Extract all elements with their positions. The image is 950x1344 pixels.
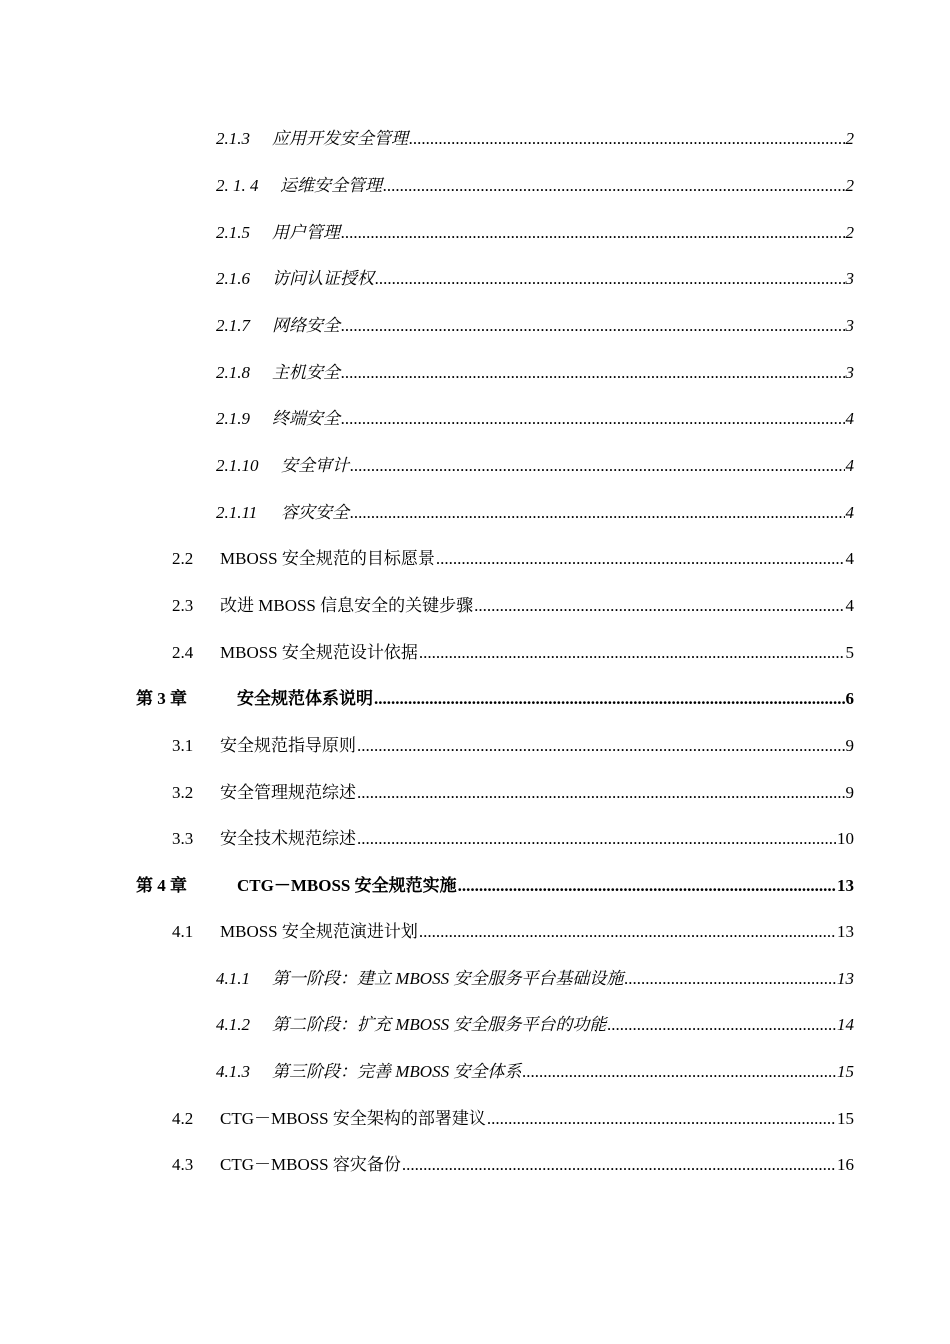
toc-entry-page: 15 bbox=[837, 1062, 854, 1081]
toc-entry-page: 13 bbox=[837, 922, 854, 941]
toc-entry-number: 2.1.10 bbox=[216, 456, 259, 475]
toc-entry[interactable] bbox=[216, 455, 854, 477]
toc-entry-page: 4 bbox=[845, 549, 854, 568]
toc-entry-title: CTG－MBOSS 安全架构的部署建议 bbox=[220, 1109, 486, 1128]
toc-leader-dots bbox=[474, 595, 844, 617]
toc-entry[interactable] bbox=[216, 222, 854, 244]
toc-entry[interactable] bbox=[172, 642, 854, 664]
toc-leader-dots bbox=[458, 875, 836, 897]
toc-entry-number: 2. 1. 4 bbox=[216, 176, 259, 195]
toc-chapter-page: 13 bbox=[837, 876, 854, 895]
toc-entry-number: 2.1.8 bbox=[216, 363, 250, 382]
toc-entry-number: 2.1.7 bbox=[216, 316, 250, 335]
toc-leader-dots bbox=[341, 315, 845, 337]
toc-leader-dots bbox=[375, 268, 845, 290]
toc-leader-dots bbox=[374, 688, 845, 710]
toc-entry-page: 4 bbox=[845, 409, 854, 428]
toc-entry[interactable] bbox=[216, 502, 854, 524]
toc-entry-title: 安全规范指导原则 bbox=[220, 736, 356, 755]
toc-entry-title: CTG－MBOSS 容灾备份 bbox=[220, 1155, 401, 1174]
toc-entry-title: 网络安全 bbox=[272, 316, 340, 335]
toc-entry-number: 4.2 bbox=[172, 1109, 194, 1128]
toc-entry-page: 4 bbox=[845, 596, 854, 615]
toc-entry-title: 主机安全 bbox=[272, 363, 340, 382]
toc-entry-page: 13 bbox=[837, 969, 854, 988]
toc-entry-title: 运维安全管理 bbox=[280, 176, 382, 195]
toc-entry-title: 应用开发安全管理 bbox=[272, 129, 408, 148]
toc-entry[interactable] bbox=[172, 828, 854, 850]
toc-leader-dots bbox=[402, 1154, 836, 1176]
toc-leader-dots bbox=[341, 408, 845, 430]
toc-leader-dots bbox=[383, 175, 845, 197]
toc-entry-number: 4.1.3 bbox=[216, 1062, 250, 1081]
toc-chapter-number: 第 4 章 bbox=[136, 876, 187, 895]
toc-leader-dots bbox=[487, 1108, 836, 1130]
toc-entry-title: MBOSS 安全规范演进计划 bbox=[220, 922, 418, 941]
toc-entry[interactable] bbox=[216, 175, 854, 197]
toc-entry-title: 第一阶段：建立 MBOSS 安全服务平台基础设施 bbox=[272, 969, 624, 988]
toc-entry-number: 2.1.11 bbox=[216, 503, 258, 522]
toc-entry-number: 2.2 bbox=[172, 549, 194, 568]
toc-entry[interactable] bbox=[172, 548, 854, 570]
toc-entry-page: 16 bbox=[837, 1155, 854, 1174]
toc-entry[interactable] bbox=[216, 362, 854, 384]
toc-leader-dots bbox=[357, 735, 845, 757]
toc-entry[interactable] bbox=[216, 968, 854, 990]
toc-entry-number: 4.1.2 bbox=[216, 1015, 250, 1034]
toc-entry-title: MBOSS 安全规范设计依据 bbox=[220, 643, 418, 662]
toc-entry-title: 用户管理 bbox=[272, 223, 340, 242]
toc-entry-title: 安全审计 bbox=[281, 456, 349, 475]
toc-entry-page: 9 bbox=[845, 736, 854, 755]
toc-entry-title: 第二阶段：扩充 MBOSS 安全服务平台的功能 bbox=[272, 1015, 607, 1034]
toc-entry[interactable] bbox=[216, 1014, 854, 1036]
toc-entry-title: 改进 MBOSS 信息安全的关键步骤 bbox=[220, 596, 474, 615]
toc-entry-number: 4.1.1 bbox=[216, 969, 250, 988]
toc-chapter-entry[interactable] bbox=[136, 688, 854, 710]
toc-leader-dots bbox=[341, 222, 845, 244]
toc-leader-dots bbox=[409, 128, 845, 150]
toc-entry-number: 2.4 bbox=[172, 643, 194, 662]
toc-entry-number: 2.1.3 bbox=[216, 129, 250, 148]
toc-entry-page: 2 bbox=[845, 129, 854, 148]
toc-entry-page: 5 bbox=[845, 643, 854, 662]
toc-entry-number: 2.1.9 bbox=[216, 409, 250, 428]
toc-entry-number: 3.2 bbox=[172, 783, 194, 802]
toc-entry-title: 访问认证授权 bbox=[272, 269, 374, 288]
toc-entry-title: 第三阶段：完善 MBOSS 安全体系 bbox=[272, 1062, 522, 1081]
toc-chapter-title: 安全规范体系说明 bbox=[237, 689, 373, 708]
toc-leader-dots bbox=[350, 502, 845, 524]
toc-entry-title: 安全技术规范综述 bbox=[220, 829, 356, 848]
toc-leader-dots bbox=[419, 921, 836, 943]
toc-entry-page: 9 bbox=[845, 783, 854, 802]
toc-entry-number: 2.1.6 bbox=[216, 269, 250, 288]
toc-chapter-number: 第 3 章 bbox=[136, 689, 187, 708]
toc-chapter-title: CTG－MBOSS 安全规范实施 bbox=[237, 876, 457, 895]
toc-leader-dots bbox=[350, 455, 845, 477]
toc-entry[interactable] bbox=[172, 595, 854, 617]
toc-entry-title: 安全管理规范综述 bbox=[220, 783, 356, 802]
toc-entry-page: 3 bbox=[845, 316, 854, 335]
toc-leader-dots bbox=[436, 548, 845, 570]
toc-entry-number: 3.3 bbox=[172, 829, 194, 848]
toc-entry[interactable] bbox=[216, 128, 854, 150]
toc-entry-number: 4.3 bbox=[172, 1155, 194, 1174]
toc-entry-number: 2.3 bbox=[172, 596, 194, 615]
toc-leader-dots bbox=[522, 1061, 836, 1083]
toc-entry-page: 10 bbox=[837, 829, 854, 848]
toc-entry-page: 4 bbox=[845, 503, 854, 522]
toc-entry-page: 2 bbox=[845, 223, 854, 242]
toc-chapter-entry[interactable] bbox=[136, 875, 854, 897]
toc-entry-page: 14 bbox=[837, 1015, 854, 1034]
toc-entry[interactable] bbox=[216, 268, 854, 290]
toc-leader-dots bbox=[624, 968, 836, 990]
toc-entry-title: MBOSS 安全规范的目标愿景 bbox=[220, 549, 435, 568]
toc-entry[interactable] bbox=[172, 1154, 854, 1176]
toc-leader-dots bbox=[607, 1014, 836, 1036]
toc-entry-title: 容灾安全 bbox=[281, 503, 349, 522]
toc-entry[interactable] bbox=[172, 735, 854, 757]
toc-entry-number: 2.1.5 bbox=[216, 223, 250, 242]
toc-entry-title: 终端安全 bbox=[272, 409, 340, 428]
toc-entry[interactable] bbox=[172, 921, 854, 943]
toc-entry-page: 3 bbox=[845, 269, 854, 288]
toc-leader-dots bbox=[357, 782, 845, 804]
toc-leader-dots bbox=[357, 828, 836, 850]
toc-entry-number: 4.1 bbox=[172, 922, 194, 941]
toc-entry[interactable] bbox=[216, 408, 854, 430]
toc-entry-page: 4 bbox=[845, 456, 854, 475]
toc-entry-number: 3.1 bbox=[172, 736, 194, 755]
toc-entry[interactable] bbox=[172, 1108, 854, 1130]
toc-entry-page: 15 bbox=[837, 1109, 854, 1128]
toc-entry[interactable] bbox=[216, 1061, 854, 1083]
toc-leader-dots bbox=[341, 362, 845, 384]
toc-entry-page: 3 bbox=[845, 363, 854, 382]
toc-entry-page: 2 bbox=[845, 176, 854, 195]
toc-leader-dots bbox=[419, 642, 845, 664]
toc-chapter-page: 6 bbox=[845, 689, 854, 708]
toc-entry[interactable] bbox=[216, 315, 854, 337]
toc-entry[interactable] bbox=[172, 782, 854, 804]
